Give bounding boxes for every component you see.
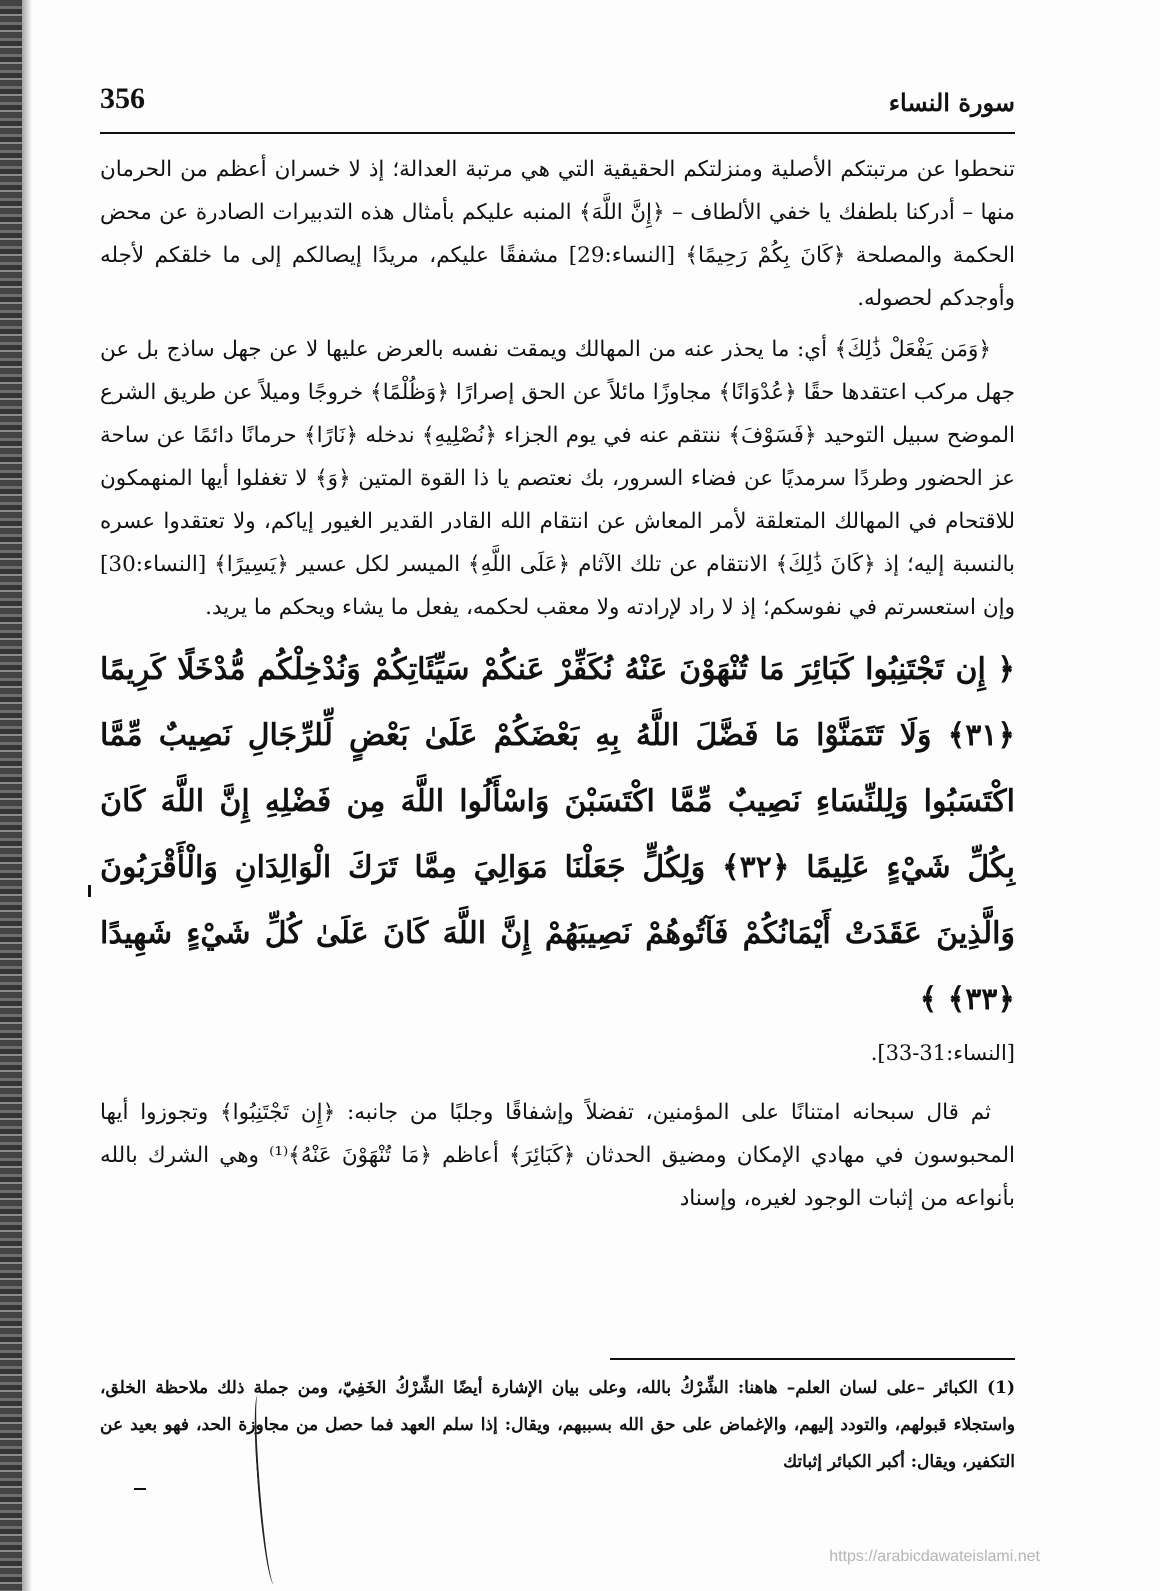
page-number: 356 — [100, 82, 145, 115]
footnote: (1) الكبائر –على لسان العلم– هاهنا: الشِّرْكُ بالله، وعلى بيان الإشارة أيضًا الشِّرْكُ الخَفِيّ، ومن جملة ذلك ملاحظة الخلق، واستجلاء قبولهم، والتودد إليهم، والإغماض على حق الله بسببهم، ويقال: إذا سلم العهد فما حصل من مجاوزة الحد، فهو بعيد عن التكفير، ويقال: أكبر الكبائر إثباتك — [100, 1378, 1015, 1472]
surah-title: سورة النساء — [888, 88, 1015, 117]
commentary-paragraph-3: ثم قال سبحانه امتنانًا على المؤمنين، تفضلاً وإشفاقًا وجلبًا من جانبه: ﴿إِن تَجْتَنِبُوا﴾ وتجوزوا أيها المحبوسون في مهادي الإمكان ومضيق الحدثان ﴿كَبَائِرَ﴾ أعاظم ﴿مَا تُنْهَوْنَ عَنْهُ﴾⁽¹⁾ وهي الشرك بالله بأنواعه من إثبات الوجود لغيره، وإسناد — [100, 1100, 1015, 1211]
margin-tick — [88, 885, 91, 897]
page-body — [100, 148, 1015, 1228]
quran-verses: ﴿ إِن تَجْتَنِبُوا كَبَائِرَ مَا تُنْهَوْنَ عَنْهُ نُكَفِّرْ عَنكُمْ سَيِّئَاتِكُمْ وَنُدْخِلْكُم مُّدْخَلًا كَرِيمًا ﴿٣١﴾ وَلَا تَتَمَنَّوْا مَا فَضَّلَ اللَّهُ بِهِ بَعْضَكُمْ عَلَىٰ بَعْضٍ لِّلرِّجَالِ نَصِيبٌ مِّمَّا اكْتَسَبُوا وَلِلنِّسَاءِ نَصِيبٌ مِّمَّا اكْتَسَبْنَ وَاسْأَلُوا اللَّهَ مِن فَضْلِهِ إِنَّ اللَّهَ كَانَ بِكُلِّ شَيْءٍ عَلِيمًا ﴿٣٢﴾ وَلِكُلٍّ جَعَلْنَا مَوَالِيَ مِمَّا تَرَكَ الْوَالِدَانِ وَالْأَقْرَبُونَ وَالَّذِينَ عَقَدَتْ أَيْمَانُكُمْ فَآتُوهُمْ نَصِيبَهُمْ إِنَّ اللَّهَ كَانَ عَلَىٰ كُلِّ شَيْءٍ شَهِيدًا ﴿٣٣﴾ ﴾ — [100, 652, 1015, 1017]
commentary-paragraph-2: ﴿وَمَن يَفْعَلْ ذَٰلِكَ﴾ أي: ما يحذر عنه من المهالك ويمقت نفسه بالعرض عليها لا عن جهل ساذج بل عن جهل مركب اعتقدها حقًا ﴿عُدْوَانًا﴾ مجاوزًا مائلاً عن الحق إصرارًا ﴿وَظُلْمًا﴾ خروجًا وميلاً عن طريق الشرع الموضح سبيل التوحيد ﴿فَسَوْفَ﴾ ننتقم عنه في يوم الجزاء ﴿نُصْلِيهِ﴾ ندخله ﴿نَارًا﴾ حرمانًا دائمًا عن ساحة عز الحضور وطردًا سرمديًا عن فضاء السرور، بك نعتصم يا ذا القوة المتين ﴿وَ﴾ لا تغفلوا أيها المنهمكون للاقتحام في المهالك المتعلقة لأمر المعاش عن انتقام الله القادر القدير الغيور إياكم، ولا تعتقدوا عسره بالنسبة إليه؛ إذ ﴿كَانَ ذَٰلِكَ﴾ الانتقام عن تلك الآثام ﴿عَلَى اللَّهِ﴾ الميسر لكل عسير ﴿يَسِيرًا﴾ [النساء:30] وإن استعسرتم في نفوسكم؛ إذ لا راد لإرادته ولا معقب لحكمه، يفعل ما يشاء ويحكم ما يريد. — [100, 337, 1015, 620]
verse-reference: [النساء:31-33]. — [870, 1041, 1015, 1065]
page-header — [100, 82, 1015, 134]
scan-edge-gradient — [22, 0, 32, 1591]
scan-edge-shadow — [0, 0, 22, 1591]
footnote-separator — [610, 1358, 1015, 1360]
dash-mark — [134, 1488, 146, 1490]
commentary-paragraph-1: تنحطوا عن مرتبتكم الأصلية ومنزلتكم الحقيقية التي هي مرتبة العدالة؛ إذ لا خسران أعظم من الحرمان منها – أدركنا بلطفك يا خفي الألطاف – ﴿إِنَّ اللَّهَ﴾ المنبه عليكم بأمثال هذه التدبيرات الصادرة عن محض الحكمة والمصلحة ﴿كَانَ بِكُمْ رَحِيمًا﴾ [النساء:29] مشفقًا عليكم، مريدًا إيصالكم إلى ما خلقكم لأجله وأوجدكم لحصوله. — [100, 157, 1015, 311]
source-watermark: https://arabicdawateislami.net — [829, 1548, 1040, 1565]
